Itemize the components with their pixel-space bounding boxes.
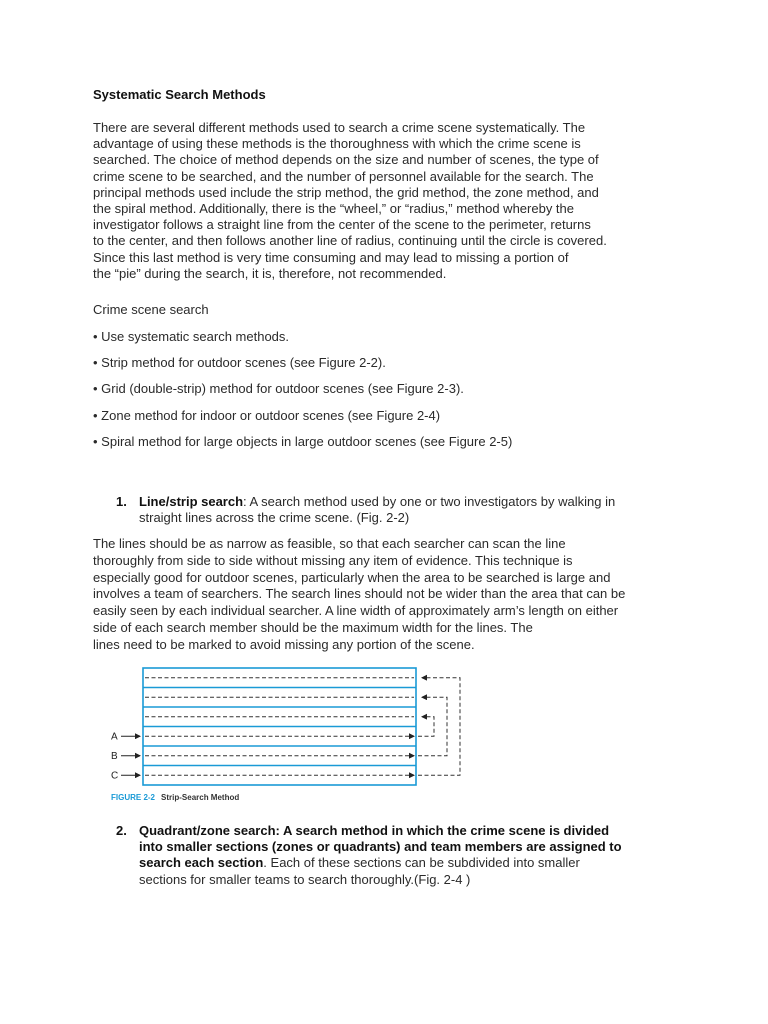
item-1-definition: : A search method used by one or two investigators by walking in <box>243 494 616 509</box>
item-2-bold-line: Quadrant/zone search: A search method in which the crime scene is divided <box>139 823 610 838</box>
strip-line: lines need to be marked to avoid missing any portion of the scene. <box>93 636 475 652</box>
row-label-a: A <box>111 731 118 743</box>
item-1-line2: straight lines across the crime scene. (Fig. 2-2) <box>139 510 410 526</box>
return-path <box>418 678 460 776</box>
strip-paragraph <box>93 536 625 654</box>
intro-line: searched. The choice of method depends on the size and number of scenes, the type of <box>93 152 599 168</box>
bullet-item: • Zone method for indoor or outdoor scenes (see Figure 2-4) <box>93 408 441 423</box>
intro-line: Since this last method is very time consuming and may lead to missing a portion of <box>93 249 569 265</box>
bullet-item: • Spiral method for large objects in large outdoor scenes (see Figure 2-5) <box>93 434 513 449</box>
page-title: Systematic Search Methods <box>93 87 266 102</box>
intro-line: the spiral method. Additionally, there is the “wheel,” or “radius,” method whereby the <box>93 201 574 217</box>
return-path <box>418 697 447 756</box>
row-label-b: B <box>111 751 118 762</box>
item-2-line4: sections for smaller teams to search thoroughly.(Fig. 2-4 ) <box>139 871 471 887</box>
strip-line: involves a team of searchers. The search lines should not be wider than the area that can be <box>93 586 626 602</box>
return-path <box>418 717 434 737</box>
bullet-item: • Strip method for outdoor scenes (see Figure 2-2). <box>93 355 386 370</box>
item-2-bold-line: into smaller sections (zones or quadrants) and team members are assigned to <box>139 839 622 855</box>
intro-paragraph <box>93 120 693 282</box>
item-number-1: 1. <box>116 494 127 509</box>
strip-line: The lines should be as narrow as feasible, so that each searcher can scan the line <box>93 536 566 551</box>
intro-line: There are several different methods used to search a crime scene systematically. The <box>93 120 586 135</box>
row-labels <box>111 732 118 782</box>
row-label-c: C <box>111 770 119 782</box>
intro-line: the “pie” during the search, it is, therefore, not recommended. <box>93 265 447 281</box>
strip-grid <box>143 668 416 785</box>
item-2-text <box>139 823 622 888</box>
intro-line: to the center, and then follows another line of radius, continuing until the circle is covered. <box>93 233 607 249</box>
item-number-2: 2. <box>116 823 127 838</box>
item-2-bold-line: search each section <box>139 855 264 871</box>
item-1-term: Line/strip search <box>139 494 244 509</box>
figure-number: FIGURE 2-2 <box>111 793 156 802</box>
intro-line: crime scene to be searched, and the number of personnel available for the search. The <box>93 168 594 184</box>
crime-scene-search-heading: Crime scene search <box>93 302 209 317</box>
strip-line: especially good for outdoor scenes, particularly when the area to be searched is large and <box>93 569 611 585</box>
bullet-item: • Use systematic search methods. <box>93 329 290 344</box>
item-2-rest: . Each of these sections can be subdivided into smaller <box>263 855 580 871</box>
strip-line: side of each search member should be the maximum width for the lines. The <box>93 619 533 635</box>
strip-line: easily seen by each individual searcher. A line width of approximately arm’s length on either <box>93 603 619 619</box>
intro-line: principal methods used include the strip method, the grid method, the zone method, and <box>93 184 599 200</box>
item-1-text <box>139 494 615 526</box>
figure-caption-text: Strip-Search Method <box>161 793 240 802</box>
bullet-item: • Grid (double-strip) method for outdoor scenes (see Figure 2-3). <box>93 381 464 396</box>
figure-caption <box>111 793 239 802</box>
strip-search-figure <box>100 660 480 810</box>
intro-line: investigator follows a straight line from the center of the scene to the perimeter, returns <box>93 217 591 233</box>
intro-line: advantage of using these methods is the thoroughness with which the crime scene is <box>93 136 581 152</box>
strip-line: thoroughly from side to side without missing any item of evidence. This technique is <box>93 552 573 568</box>
